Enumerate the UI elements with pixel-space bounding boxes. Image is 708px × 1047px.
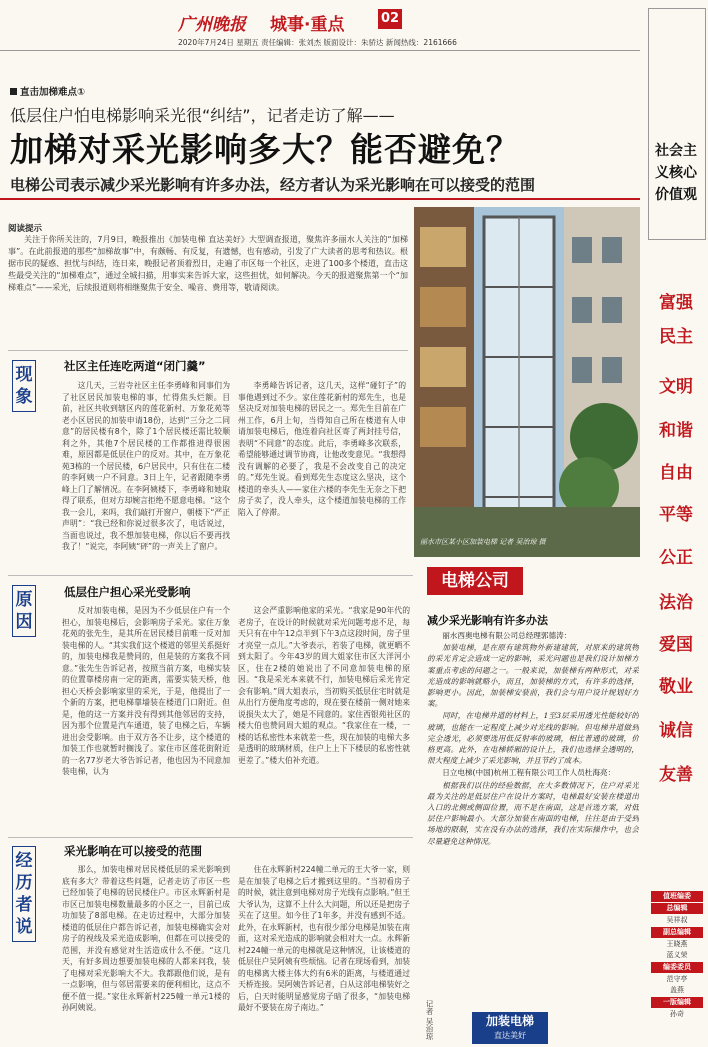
section-paragraph: 住在永辉新村224幢二单元的王大爷一家，则是在加装了电梯之后才搬到这里的。“当初看房子的时候，就注意到电梯对房子光线有点影响。”但王大爷认为，这算不上什么大问题，所以还是把房子买在了这里。如今住了1年多，并没有感到不适。此外，在永辉新村，也有很少部分电梯是加装在南面，这对采光造成的影响就会相对大一点。永辉新村224幢一单元的电梯就是这种情况，让该楼道的低层住户吴阿姨有些烦恼。记者在现场看到，加装的电梯离大楼主体大约有6米的距离，与楼道通过天桥连接。吴阿姨告诉记者，白从这部电梯装好之后，白天时能明显感觉房子暗了很多，“加装电梯最好不要装在房子南边。” [238,865,410,1012]
company-paragraph: 同时，在电梯井道的材料上，1至3层采用透光性能较好的玻璃，也能在一定程度上减少对光线的影响。但电梯井道做到完全透光，必须要选用低反射率的玻璃，相比普通的玻璃，价格更高。此外，在电梯轿厢的设计上，我们也选择全透明的，很大程度上减少了采光影响，并且节约了成本。 [427,711,639,766]
core-value-word: 爱国 [659,635,693,655]
editor-heading: 一版编辑 [651,997,703,1008]
company-tag: 电梯公司 [427,567,523,595]
core-value-word: 富强 [659,293,693,313]
company-paragraph: 根据我们以往的经验数据，在大多数情况下，住户对采光最为关注的是低层住户在设计方案时，电梯最好安装在楼道出入口的北侧或侧面位置，而不是在南面，这是首选方案，对低层住户影响最小。大部分加装在南面的电梯，往往是由于受到场地的限制，实在没有办法的选择，我们在实际操作中，也会尽量避免这种情况。 [427,780,639,846]
headline-divider [0,198,640,200]
editor-name: 蓝义荣 [666,951,688,959]
section-divider [8,837,413,838]
read-title: 阅读提示 [8,224,43,234]
core-value-word: 诚信 [659,721,693,741]
core-value-word: 友善 [659,765,693,785]
section-paragraph: 这几天，三岩寺社区主任李勇峰和同事们为了社区居民加装电梯的事，忙得焦头烂额。目前，社区共收到辖区内的莲花新村、万象花苑等老小区居民的加装申请18份，达到“三分之二同意”的居民楼有8个，除了1个居民楼还需比较顺利之外，其他7个居民楼的工作都推进得很困难，原因都是低层住户的反对。其中，在万象花苑3栋的一个居民楼，6户居民中，只有住在二楼的李阿姨一户不同意。3日上午，记者跟随李勇峰上门了解情况。在李阿姨楼下，李勇峰和她取得了联系，但对方却婉言拒绝不愿意电梯。“这个我一会儿，来吗，我们敲打开窗户，朝楼下“严正声明”：“我已经和你说过很多次了，电话说过，当面也说过，我不想加装电梯，你以后不要再找我了！”说完，李阿姨“砰”的一声关上了窗户。 [62,381,230,551]
dateline: 2020年7月24日 星期五 责任编辑：张刘杰 版面设计：朱骄达 新闻热线：2161666 [178,38,457,47]
editor-name: 范守亭 [666,975,688,983]
core-value-word: 法治 [659,593,693,613]
section-text-col2 [238,864,410,1042]
company-paragraph: 加装电梯，是在原有建筑物外新建建筑，对原来的建筑物的采光肯定会造成一定的影响，采光问题也是我们设计加梯方案重点考虑的问题之一。一般来说，加装梯有两种形式，对采光造成的影响就略小，而且，加装梯的方式，有许多的选择，影响更小。因此，加装梯安装前，我们会与用户设计规划好方案。 [427,643,639,709]
campaign-logo-line2: 直达美好 [494,1031,526,1040]
campaign-logo [472,1012,548,1044]
section-title: 城事·重点 [270,15,345,35]
section-tag-cause: 原因 [12,585,36,637]
section-divider [8,575,413,576]
section-heading-experience: 采光影响在可以接受的范围 [64,844,202,858]
elevator-photo [414,207,640,557]
core-value-word: 平等 [659,505,693,525]
section-tag-phenomenon: 现象 [12,360,36,412]
page-number: 02 [378,9,402,29]
core-value-word: 文明 [659,377,693,397]
company-text [427,630,639,1010]
section-text-col1 [62,380,230,570]
deck: 电梯公司表示减少采光影响有许多办法，经方者认为采光影响在可以接受的范围 [10,176,536,194]
editors-box [651,890,703,1020]
section-text-col2 [238,605,410,835]
newspaper-logo: 广州晚报 [178,15,246,35]
core-values-title: 社会主义核心价值观 [655,143,697,203]
section-tag-experience: 经历者说 [12,846,36,942]
section-paragraph: 反对加装电梯，是因为不少低层住户有一个担心，加装电梯后，会影响房子采光。家住万象花苑的张先生，是其所在居民楼目前唯一反对加装电梯的人。“其实我们这个楼道的邻里关系挺好的，加装电梯我是赞同的，但是装的方案我不同意。”张先生告诉记者，按照当前方案，电梯实装的位置靠楼房南一定的距离，需要实装天桥，他担心天桥会影响家里的采光，于是，他提出了一个新的方案，把电梯靠墙装在楼道门口附近。但是，他的这一方案并没有得到其他邻居的支持，因为那个位置是汽车通道，装了电梯之后，车辆进出会受影响。由于双方各不让步，这个楼道的加装工作也就暂时搁浅了。家住市区莲花街附近的一名77岁老大爷告诉记者，他也因为不同意加装电梯，认为 [62,606,230,776]
editor-name: 孙奇 [670,1010,684,1018]
company-paragraph: 日立电梯(中国)杭州工程有限公司工作人员杜海亮： [442,768,616,778]
core-value-word: 民主 [659,327,693,347]
kicker-text: 直击加梯难点① [20,87,86,98]
editor-name: 吴祥叔 [666,916,688,924]
campaign-logo-line1: 加装电梯 [485,1014,534,1028]
core-value-word: 公正 [659,548,693,568]
company-paragraph: 丽水西奥电梯有限公司总经理郭德涛： [442,631,572,640]
top-divider [0,50,640,51]
photo-caption: 丽水市区某小区加装电梯 记者 吴治琼 摄 [420,538,546,546]
section-text-col1 [62,864,230,1042]
section-paragraph: 这会严重影响他家的采光。“我家是90年代的老房子，在设计的时候就对采光问题考虑不足，每天只有在中午12点半到下午3点这段时间，房子里才亮堂一点儿。”大爷表示，若装了电梯，就更晒不到太阳了。今年43岁的周大姐家住市区大洋河小区，住在2楼的她说出了不同意加装电梯的原因。“我是采光本来就不行，加装电梯后采光肯定会有影响。”周大姐表示，当初购买低层住宅时就是从出行方便角度考虑的，现在要在楼前一侧对她来说损失太大了，她是不同意的。家住西银苑社区的楼大伯也赞同周大姐的观点。“我家住在一楼，一楼的话私密性本来就差一些，现在加装的电梯大多是透明的玻璃材质，住户上上下下楼层的私密性就更差了。”楼大伯补充道。 [238,606,410,765]
core-value-word: 敬业 [659,677,693,697]
subhead: 低层住户怕电梯影响采光很“纠结”，记者走访了解—— [10,106,395,125]
intro-paragraph: 关注于你所关注的，7月9日，晚报推出《加装电梯 直达美好》大型调查报道，聚焦许多丽水人关注的“加梯事”。在此前报道的那些“加梯故事”中，有颇畅、有反复，有遗憾，也有感动，引发了广大读者的思考和热议。根据市民的疑惑、担忧与纠结，连日来，晚报记者顶着烈日，走遍了市区每一个社区，走进了100多个楼道，直击这些最受关注的“加梯难点”，通过全城扫描，用事实来告诉大家，这些担忧，如何解决。今天的报道聚焦第一个“加梯难点”——采光，后续报道则将相继聚焦于安全、噪音、费用等，敬请阅读。 [8,235,408,292]
kicker [10,84,85,98]
headline: 加梯对采光影响多大？能否避免？ [10,130,520,169]
editor-heading: 值班编委 [651,891,703,902]
core-value-word: 自由 [659,463,693,483]
reporter-credit: 记者 吴治琼 [425,1000,434,1040]
section-text-col2 [238,380,406,570]
editor-name: 王晓燕 [666,940,688,948]
editor-name: 盖燕 [670,986,684,994]
section-paragraph: 李勇峰告诉记者，这几天，这样“碰钉子”的事他遇到过不少。家住莲花新村的郑先生，也是坚决反对加装电梯的居民之一。郑先生目前在广州工作，6月上旬，当得知自己所在楼道有人申请加装电梯后，他连着向社区寄了两封挂号信，表明“不同意”的态度。此后，李勇峰多次联系，希望能够通过调节协商，让他改变意见。“我想得没有调解的必要了，我是不会改变自己的决定的。”郑先生说。看到郑先生态度这么坚决，这个楼道的牵头人——家住六楼的李先生无奈之下把房子卖了，没人牵头，这个楼道加装电梯的工作陷入了停滞。 [238,381,406,517]
section-paragraph: 那么，加装电梯对居民楼低层的采光影响到底有多大？带着这些问题，记者走访了市区一些已经加装了电梯的居民楼住户。市区永辉新村是市区已加装电梯数量最多的小区之一，目前已成功加装了8部电梯。在走访过程中，大部分加装楼道的低层住户都告诉记者，加装电梯确实会对房子的视线及采光造成影响，但都在可以接受的范围，并没有感觉对生活造成什么不便。“这几天，有好多周边想要加装电梯的人都来问我，装了电梯对采光影响大不大。我都跟他们说，是有一点影响，但与邻居需要来的便利相比，这点不便不值一提。”家住永辉新村225幢一单元1楼的孙阿姨说。 [62,865,230,1012]
editor-heading: 总编辑 [651,903,703,914]
editor-heading: 副总编辑 [651,927,703,938]
core-value-word: 和谐 [659,421,693,441]
section-heading-cause: 低层住户担心采光受影响 [64,585,191,599]
section-text-col1 [62,605,230,835]
editor-heading: 编委委员 [651,962,703,973]
company-heading: 减少采光影响有许多办法 [427,614,548,627]
section-heading-phenomenon: 社区主任连吃两道“闭门羹” [64,359,206,373]
section-divider [8,350,408,351]
